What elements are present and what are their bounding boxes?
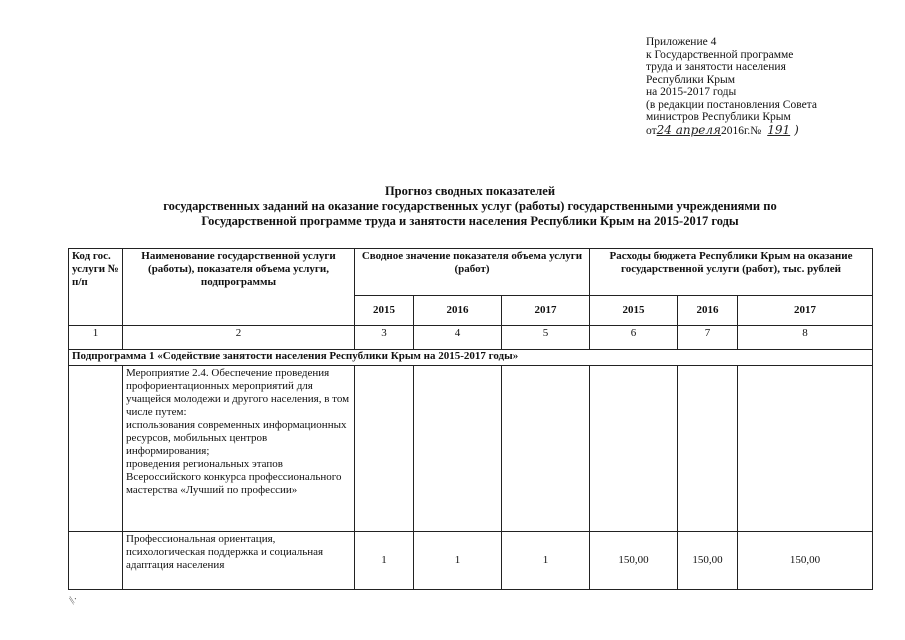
header-name: Наименование государственной услуги (работы), показателя объема услуги, подпрограммы — [123, 249, 355, 326]
volume-2017: 1 — [502, 532, 590, 590]
year-cell: 2015 — [355, 296, 414, 326]
resolution-year: 2016г.№ — [720, 124, 762, 137]
resolution-prefix: от — [646, 124, 657, 137]
empty-cell — [738, 366, 873, 532]
subprogram-row — [69, 350, 873, 366]
year-cell: 2016 — [678, 296, 738, 326]
service-row — [69, 532, 873, 590]
column-number: 6 — [590, 326, 678, 350]
header-code: Код гос. услуги № п/п — [69, 249, 123, 326]
margin-mark: ⁄⁄. — [66, 594, 80, 605]
title-line-2: государственных заданий на оказание государственных услуг (работы) государственными учреждениями по — [163, 199, 777, 213]
service-name: Профессиональная ориентация, психологическая поддержка и социальная адаптация населения — [123, 532, 355, 590]
appendix-line: (в редакции постановления Совета — [646, 98, 817, 111]
appendix-line: труда и занятости населения — [646, 61, 786, 73]
empty-cell — [355, 366, 414, 532]
expense-2017: 150,00 — [738, 532, 873, 590]
year-cell: 2017 — [502, 296, 590, 326]
title-line-3: Государственной программе труда и занятости населения Республики Крым на 2015-2017 годы — [201, 214, 739, 228]
column-number: 5 — [502, 326, 590, 350]
empty-cell — [590, 366, 678, 532]
forecast-table — [68, 248, 873, 590]
appendix-line: Республики Крым — [646, 73, 735, 86]
title-line-1: Прогноз сводных показателей — [384, 184, 556, 198]
subprogram-title: Подпрограмма 1 «Содействие занятости населения Республики Крым на 2015-2017 годы» — [69, 350, 873, 366]
column-number: 8 — [738, 326, 873, 350]
year-cell: 2016 — [414, 296, 502, 326]
header-expenses: Расходы бюджета Республики Крым на оказание государственной услуги (работ), тыс. рублей — [590, 249, 873, 296]
document-title — [70, 184, 870, 229]
appendix-block — [646, 36, 876, 137]
appendix-line: на 2015-2017 годы — [646, 86, 737, 98]
column-number: 1 — [69, 326, 123, 350]
column-number-row — [69, 326, 873, 350]
resolution-suffix: ) — [794, 122, 799, 137]
year-cell: 2015 — [590, 296, 678, 326]
handwritten-date: 24 апреля — [656, 122, 721, 137]
header-summary: Сводное значение показателя объема услуги (работ) — [355, 249, 590, 296]
volume-2016: 1 — [414, 532, 502, 590]
resolution-date-line — [646, 124, 876, 138]
year-cell: 2017 — [738, 296, 873, 326]
header-row — [69, 249, 873, 296]
event-description: Мероприятие 2.4. Обеспечение проведения профориентационных мероприятий для учащейся молодежи и другого населения, в том числе путем: использования современных информационных ресурсов, мобильных центров информирования; проведения региональных этапов Всероссийского конкурса профессионального мастерства «Лучший по профессии» — [123, 366, 355, 532]
empty-cell — [414, 366, 502, 532]
expense-2016: 150,00 — [678, 532, 738, 590]
column-number: 3 — [355, 326, 414, 350]
handwritten-number: 191 — [767, 122, 791, 137]
empty-cell — [678, 366, 738, 532]
appendix-line: Приложение 4 — [646, 36, 717, 48]
empty-cell — [502, 366, 590, 532]
event-row — [69, 366, 873, 532]
appendix-line: к Государственной программе — [646, 48, 794, 61]
service-code-cell — [69, 532, 123, 590]
column-number: 4 — [414, 326, 502, 350]
column-number: 2 — [123, 326, 355, 350]
appendix-line: министров Республики Крым — [646, 111, 791, 123]
expense-2015: 150,00 — [590, 532, 678, 590]
event-code-cell — [69, 366, 123, 532]
column-number: 7 — [678, 326, 738, 350]
volume-2015: 1 — [355, 532, 414, 590]
